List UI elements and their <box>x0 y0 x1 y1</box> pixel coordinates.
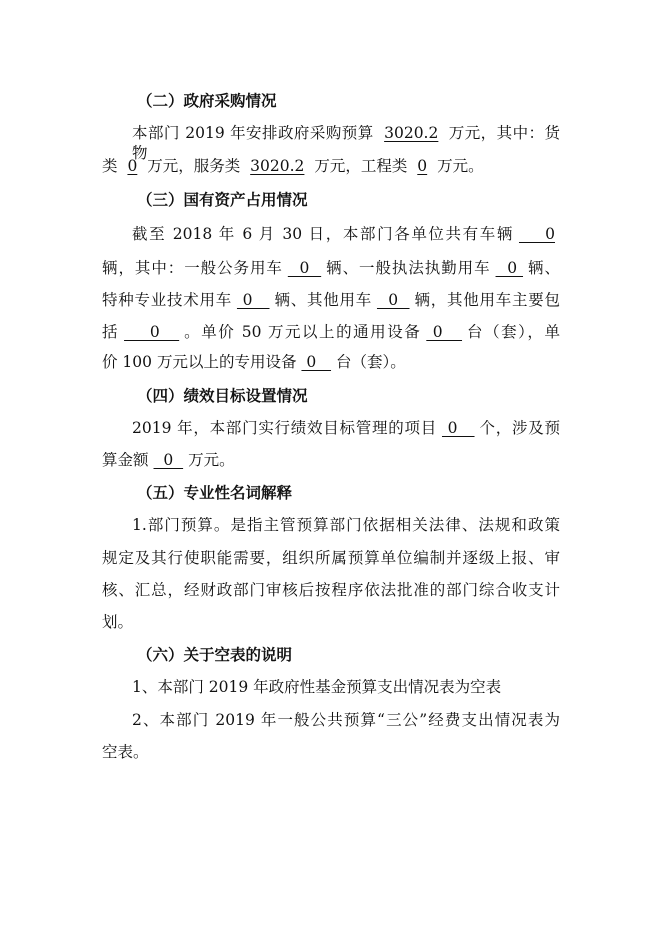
paragraph-line <box>132 515 560 535</box>
text-segment: 辆，其他用车主要包 <box>414 291 560 309</box>
text-segment: 特种专业技术用车 <box>102 291 232 309</box>
text-segment: 括 <box>102 323 120 341</box>
section-heading <box>137 190 595 210</box>
underlined-value: 0 <box>495 259 524 277</box>
text-segment: 1、本部门 2019 年政府性基金预算支出情况表为空表 <box>132 678 502 696</box>
text-segment: 台（套）。 <box>336 353 406 371</box>
text-segment: 个，涉及预 <box>479 419 560 437</box>
text-segment: 价 100 万元以上的专用设备 <box>102 353 297 371</box>
underlined-value: 3020.2 <box>250 157 305 175</box>
paragraph-line <box>102 352 560 372</box>
text-segment: 划。 <box>102 613 134 631</box>
text-segment: （三）国有资产占用情况 <box>137 190 308 209</box>
underlined-value: 0 <box>236 291 270 309</box>
underlined-value: 0 <box>417 157 428 175</box>
paragraph-line <box>102 450 560 470</box>
text-segment: 辆、 <box>528 259 560 277</box>
text-segment: 空表。 <box>102 743 149 761</box>
text-segment: 2019 年，本部门实行绩效目标管理的项目 <box>132 419 437 437</box>
text-segment: 规定及其行使职能需要，组织所属预算单位编制并逐级上报、审 <box>102 549 560 567</box>
text-segment: （五）专业性名词解释 <box>137 483 293 502</box>
paragraph-line <box>102 290 560 310</box>
paragraph-line <box>102 742 560 762</box>
underlined-value: 0 <box>426 323 463 341</box>
underlined-value: 0 <box>127 157 138 175</box>
underlined-value: 0 <box>301 353 332 371</box>
underlined-value: 0 <box>441 419 475 437</box>
paragraph-line <box>102 258 560 278</box>
text-segment: 万元。 <box>432 157 484 175</box>
paragraph-line <box>132 677 560 697</box>
text-segment: （四）绩效目标设置情况 <box>137 386 308 405</box>
text-segment: 万元，服务类 <box>142 157 246 175</box>
section-heading <box>137 645 595 665</box>
text-segment: 辆、一般执法执勤用车 <box>326 259 491 277</box>
text-segment: 辆、其他用车 <box>274 291 372 309</box>
section-heading <box>137 386 595 406</box>
text-segment: 类 <box>102 157 123 175</box>
text-segment: 万元，工程类 <box>309 157 413 175</box>
paragraph-line <box>102 612 560 632</box>
underlined-value: 0 <box>376 291 410 309</box>
paragraph-line <box>102 156 560 176</box>
text-segment: 算金额 <box>102 451 149 469</box>
text-segment: 万元。 <box>188 451 235 469</box>
section-heading <box>137 91 595 111</box>
text-segment: 台（套），单 <box>467 323 560 341</box>
underlined-value: 0 <box>518 225 555 243</box>
text-segment: 1.部门预算。是指主管预算部门依据相关法律、法规和政策 <box>132 516 560 534</box>
text-segment: 截至 2018 年 6 月 30 日，本部门各单位共有车辆 <box>132 225 514 243</box>
underlined-value: 0 <box>124 323 180 341</box>
paragraph-line <box>102 580 560 600</box>
text-segment: （二）政府采购情况 <box>137 91 277 110</box>
paragraph-line <box>132 224 560 244</box>
text-segment: 辆，其中：一般公务用车 <box>102 259 283 277</box>
text-segment: 万元，其中：货物 <box>132 124 560 162</box>
paragraph-line <box>102 548 560 568</box>
underlined-value: 0 <box>287 259 322 277</box>
paragraph-line <box>132 418 560 438</box>
paragraph-line <box>132 710 560 730</box>
section-heading <box>137 483 595 503</box>
text-segment: 核、汇总，经财政部门审核后按程序依法批准的部门综合收支计 <box>102 581 560 599</box>
text-segment: （六）关于空表的说明 <box>137 645 293 664</box>
paragraph-line <box>102 322 560 342</box>
underlined-value: 3020.2 <box>384 124 439 142</box>
text-segment: 。单价 50 万元以上的通用设备 <box>184 323 422 341</box>
text-segment: 2、本部门 2019 年一般公共预算“三公”经费支出情况表为 <box>132 711 560 729</box>
text-segment: 本部门 2019 年安排政府采购预算 <box>132 124 380 142</box>
underlined-value: 0 <box>153 451 184 469</box>
